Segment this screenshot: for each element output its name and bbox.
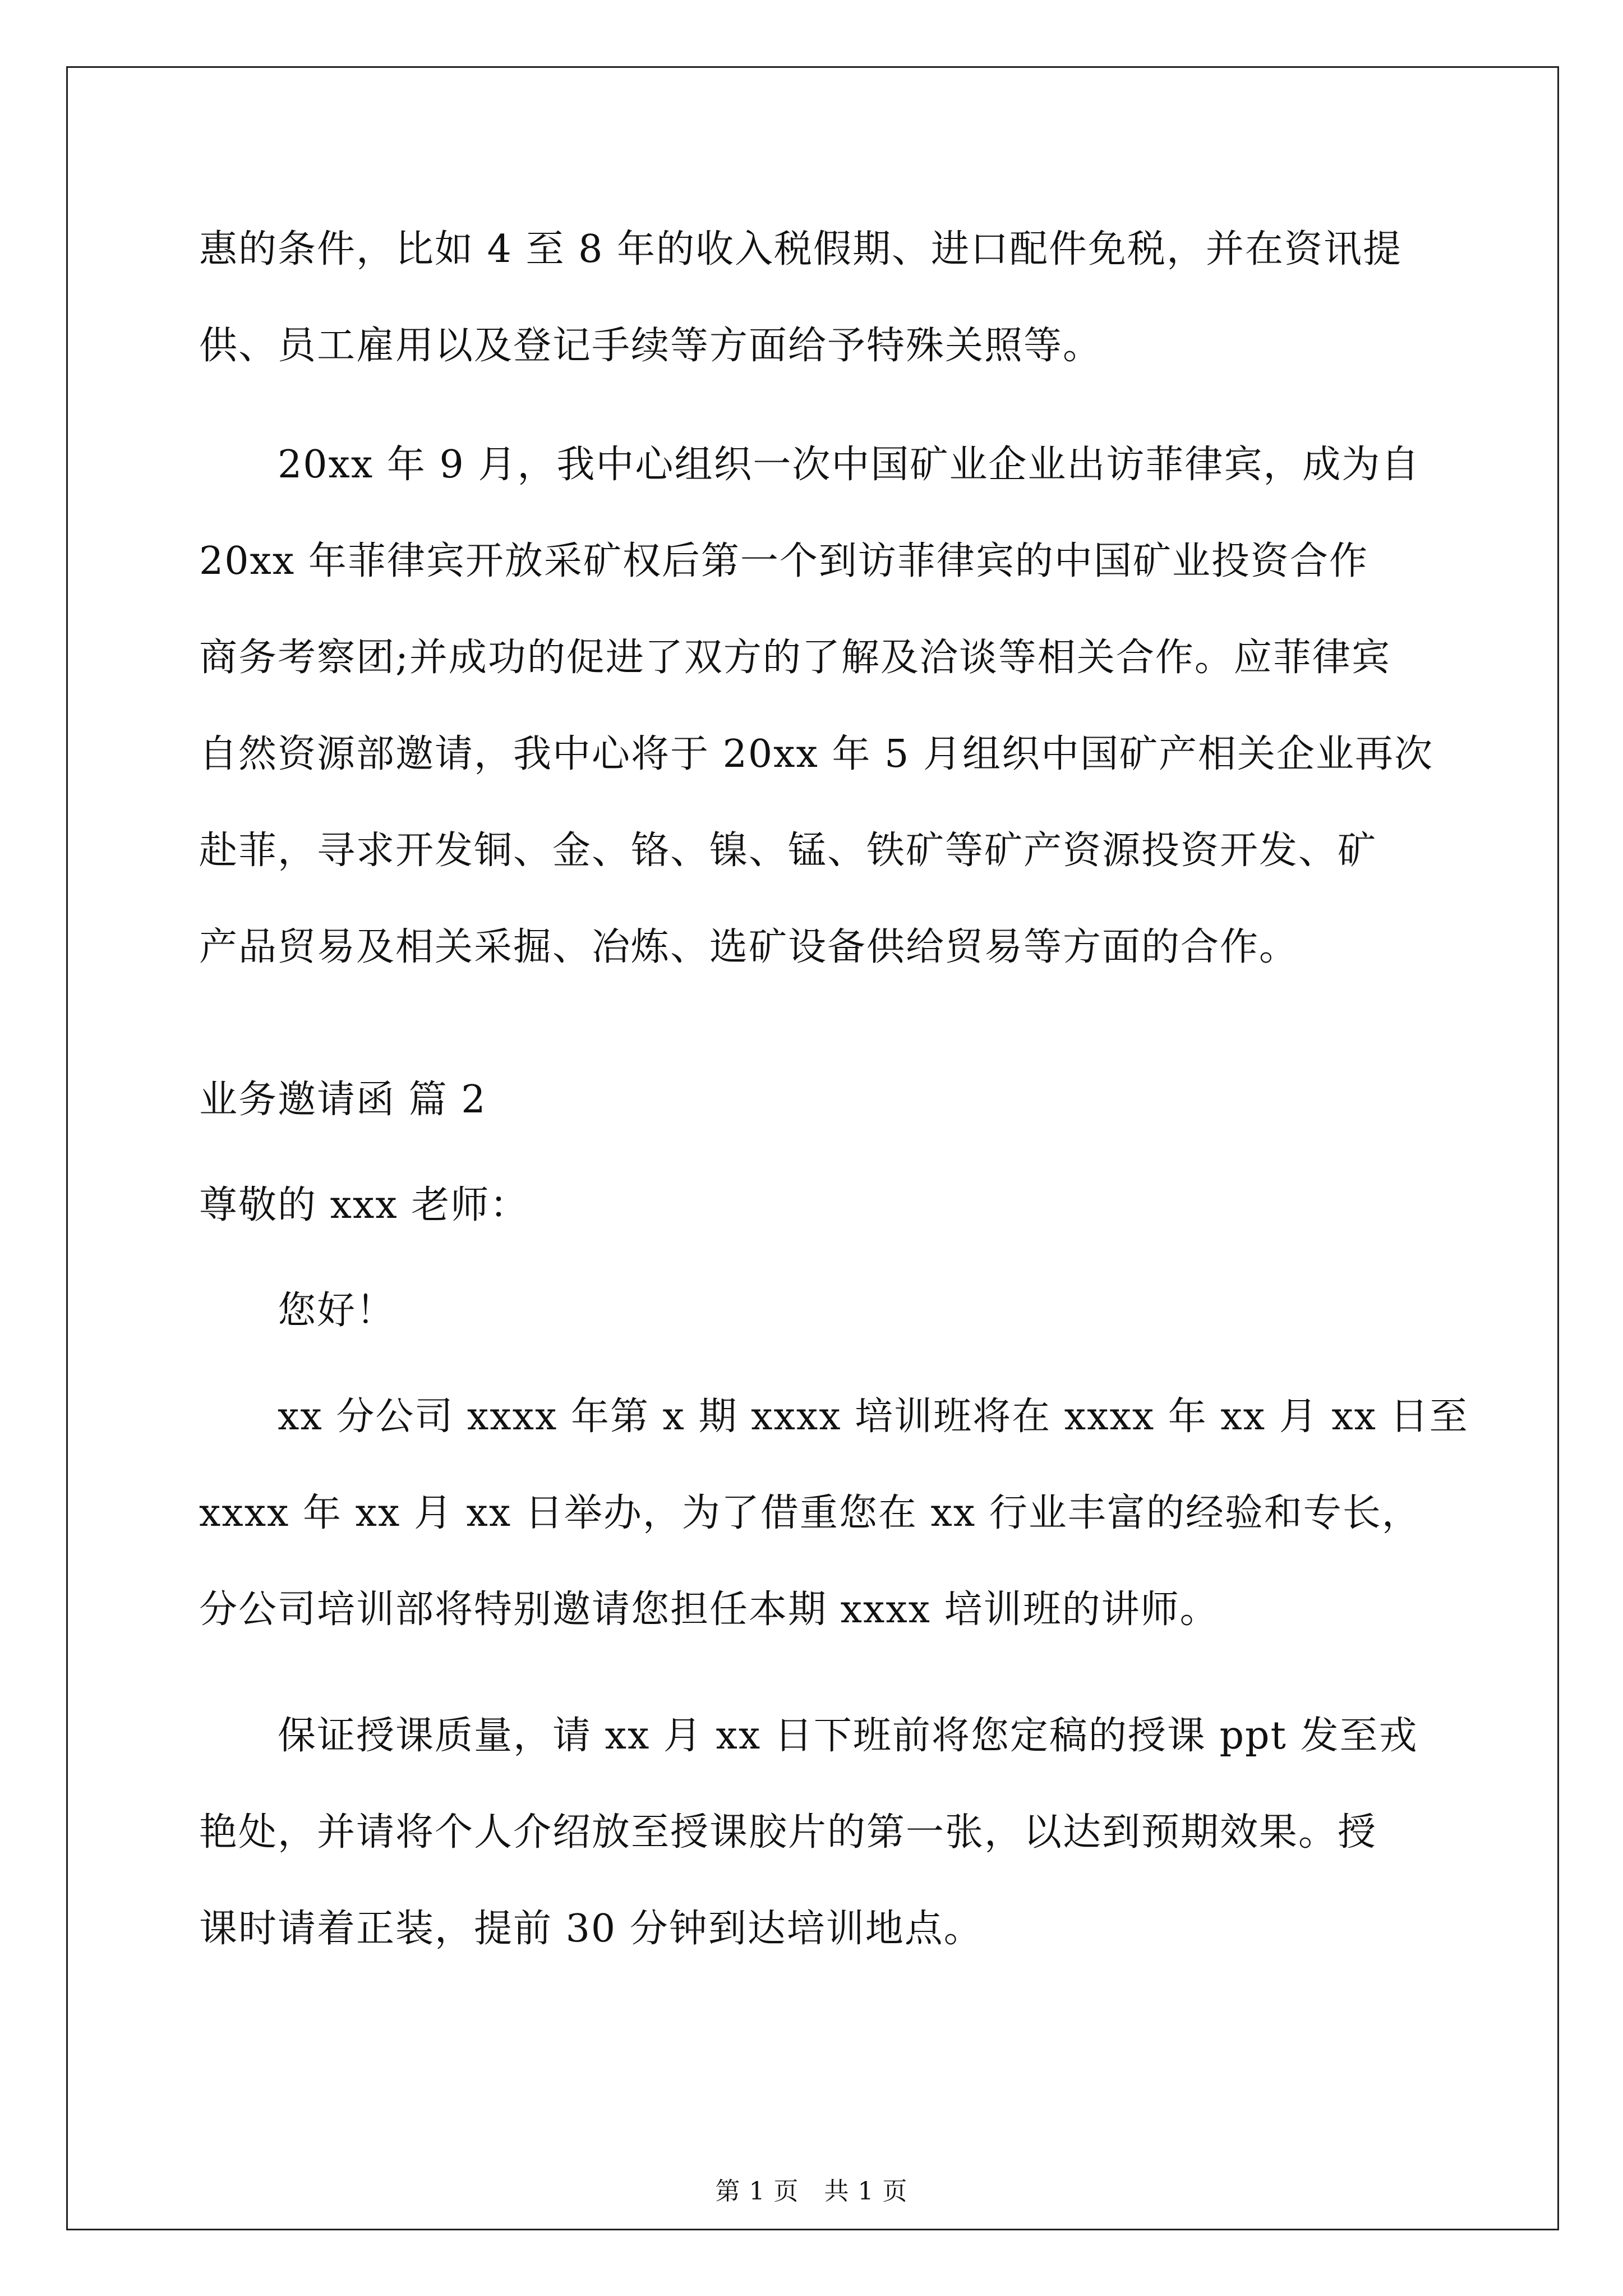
paragraph [199,1714,1427,1951]
text-line: 课时请着正装，提前 30 分钟到达培训地点。 [199,1907,983,1951]
text-line: 20xx 年菲律宾开放采矿权后第一个到访菲律宾的中国矿业投资合作 [199,539,1368,583]
text-line: 艳处，并请将个人介绍放至授课胶片的第一张，以达到预期效果。授 [199,1810,1377,1855]
text-line: 自然资源部邀请，我中心将于 20xx 年 5 月组织中国矿产相关企业再次 [199,732,1433,776]
paragraph [199,227,1427,368]
text-line: xx 分公司 xxxx 年第 x 期 xxxx 培训班将在 xxxx 年 xx 月 xx 日至 [278,1395,1469,1439]
salutation [199,1183,1427,1227]
text-line: 商务考察团;并成功的促进了双方的了解及洽谈等相关合作。应菲律宾 [199,636,1391,680]
text-line: 供、员工雇用以及登记手续等方面给予特殊关照等。 [199,324,1103,368]
text-line: 业务邀请函 篇 2 [199,1078,487,1122]
greeting [199,1291,1427,1331]
text-line: 保证授课质量，请 xx 月 xx 日下班前将您定稿的授课 ppt 发至戎 [278,1714,1418,1758]
text-line: 尊敬的 xxx 老师： [199,1183,529,1227]
section-heading [199,1080,1427,1120]
paragraph [199,443,1433,969]
text-line: 产品贸易及相关采掘、冶炼、选矿设备供给贸易等方面的合作。 [199,925,1299,969]
page-footer: 第 1 页 共 1 页 [715,2177,908,2206]
text-line: 20xx 年 9 月，我中心组织一次中国矿业企业出访菲律宾，成为自 [278,443,1421,487]
text-line: 您好！ [278,1289,396,1333]
paragraph [199,1395,1469,1632]
text-line: xxxx 年 xx 月 xx 日举办，为了借重您在 xx 行业丰富的经验和专长， [199,1491,1421,1535]
text-line: 分公司培训部将特别邀请您担任本期 xxxx 培训班的讲师。 [199,1588,1219,1632]
text-line: 赴菲，寻求开发铜、金、铬、镍、锰、铁矿等矿产资源投资开发、矿 [199,829,1377,873]
text-line: 惠的条件，比如 4 至 8 年的收入税假期、进口配件免税，并在资讯提 [199,227,1402,272]
